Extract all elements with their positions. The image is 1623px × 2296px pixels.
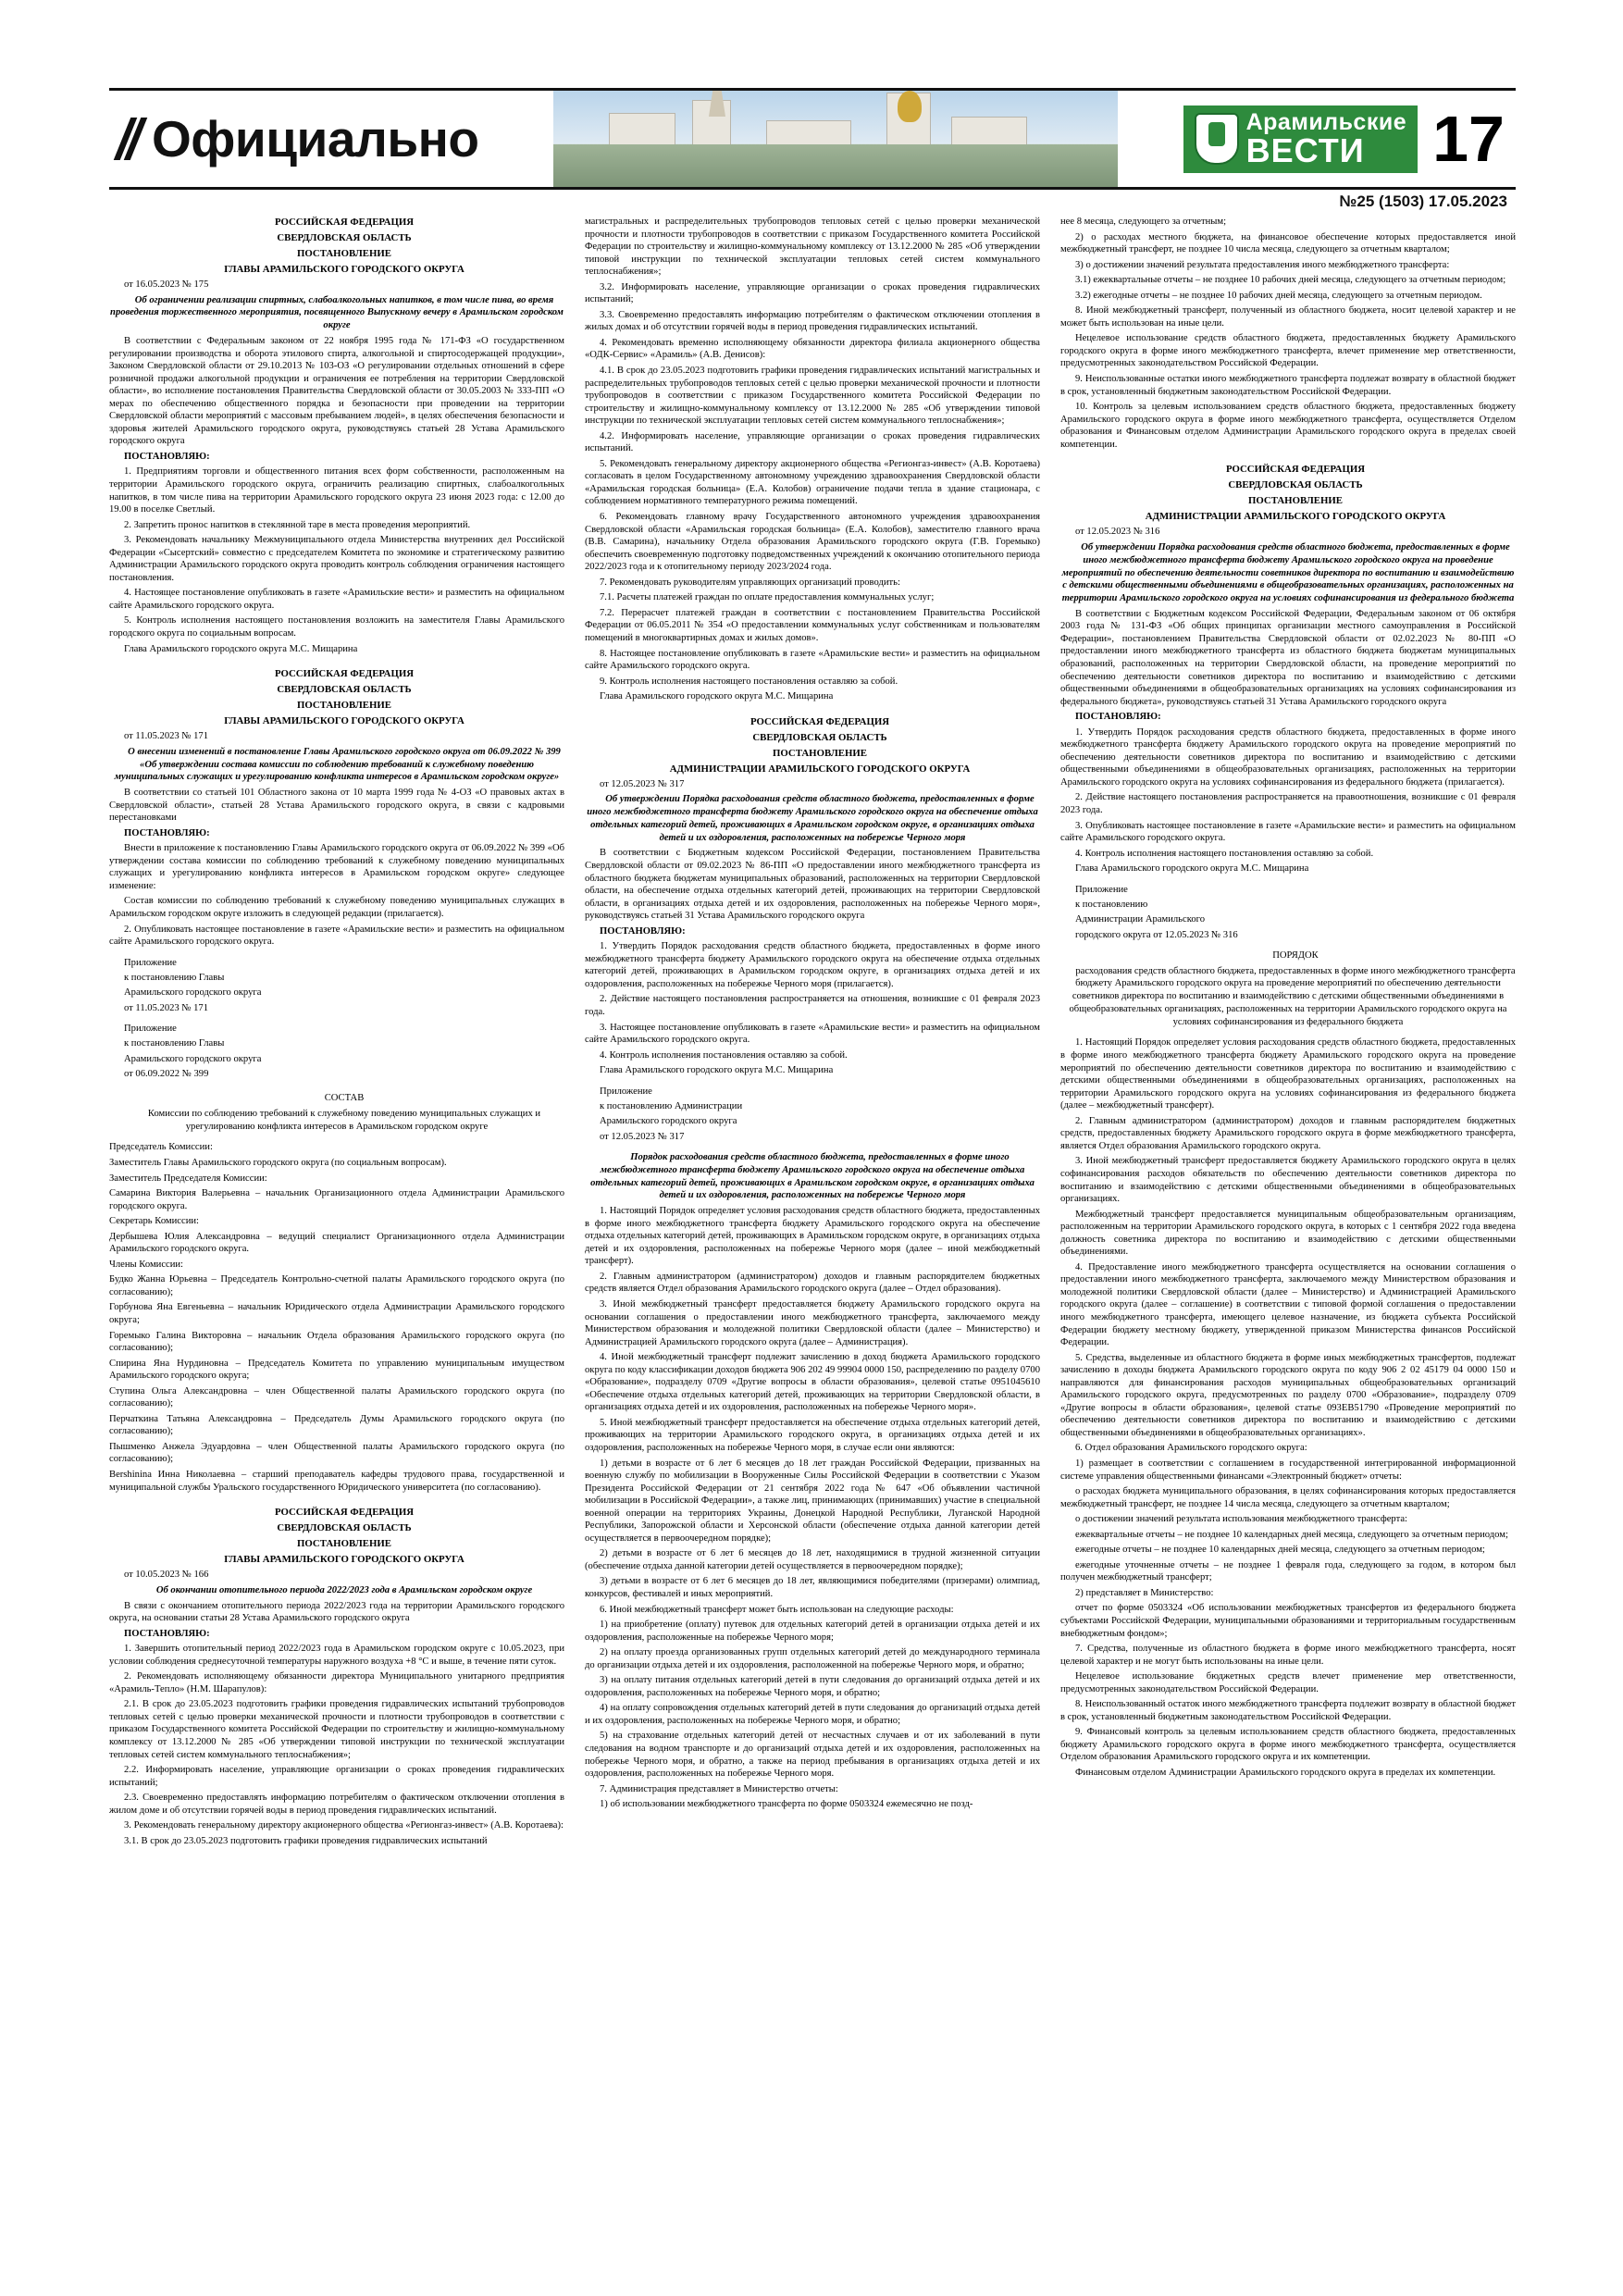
- doc-paragraph: В соответствии со статьей 101 Областного закона от 10 марта 1999 года № 4-ОЗ «О правовых актах в Свердловской области», статьей 28 Устава Арамильского городского округа, в связи с кадровыми перестановками: [109, 788, 564, 824]
- appendix-line: городского округа от 12.05.2023 № 316: [1075, 929, 1238, 940]
- masthead-right: [1118, 91, 1516, 187]
- section-title: Официально: [152, 110, 479, 168]
- doc-date: от 12.05.2023 № 316: [1075, 527, 1160, 538]
- masthead: [109, 88, 1516, 190]
- doc-paragraph: Нецелевое использование бюджетных средств влечет применение мер ответственности, предусмотренных законодательством Российской Федерации.: [1060, 1671, 1516, 1694]
- doc-header-line: ПОСТАНОВЛЕНИЕ: [296, 248, 392, 260]
- appendix-line: Приложение: [1075, 884, 1128, 895]
- signature: Глава Арамильского городского округа М.С. Мищарина: [600, 1065, 834, 1076]
- doc-paragraph: 2.3. Своевременно предоставлять информацию потребителям о фактическом отключении отопления в жилом доме и об отсутствии горячей воды в период проведения гидравлических испытаний.: [109, 1793, 564, 1816]
- appendix-line: Приложение: [124, 957, 177, 968]
- appendix-line: к постановлению Главы: [124, 1038, 225, 1049]
- doc-paragraph: нее 8 месяца, следующего за отчетным;: [1060, 217, 1227, 227]
- doc-paragraph: 2.2. Информировать население, управляющие организации о сроках проведения гидравлических испытаний;: [109, 1765, 564, 1788]
- doc-paragraph: 3. Рекомендовать начальнику Межмуниципального отдела Министерства внутренних дел Российской Федерации «Сысертский» совместно с председателем Комитета по экономике и стратегическому развитию Администрации Арамильского городского округа проводить контроль соблюдения ограничения настоящего постановления.: [109, 535, 564, 583]
- doc-header-line: ПОСТАНОВЛЕНИЕ: [296, 1538, 392, 1550]
- doc-date: от 12.05.2023 № 317: [600, 778, 685, 789]
- appendix-line: к постановлению Администрации: [600, 1101, 743, 1112]
- porjadok-title: Порядок расходования средств областного бюджета, предоставленных в форме иного межбюджетного трансферта бюджету Арамильского городского округа на обеспечение отдыха отдельных категорий детей, проживающих в Арамильском городском округе, в организациях отдыха детей и их оздоровления, расположенных на побережье Черного моря: [590, 1152, 1035, 1201]
- doc-paragraph: 3.2. Информировать население, управляющие организации о сроках проведения гидравлических испытаний;: [585, 281, 1040, 305]
- member-item: Вershinina Инна Николаевна – старший преподаватель кафедры трудового права, государственной и муниципальной службы Уральского государственного Юридического университета (по согласованию).: [109, 1470, 564, 1493]
- signature: Глава Арамильского городского округа М.С. Мищарина: [1075, 863, 1309, 875]
- doc-paragraph: ежегодные уточненные отчеты – не позднее 1 февраля года, следующего за годом, в котором был получен межбюджетный трансферт;: [1060, 1559, 1516, 1583]
- doc-paragraph: 3) на оплату питания отдельных категорий детей в пути следования до организаций отдыха детей и их оздоровления, расположенных на побережье Черного моря, и обратно;: [585, 1675, 1040, 1698]
- doc-header-line: ГЛАВЫ АРАМИЛЬСКОГО ГОРОДСКОГО ОКРУГА: [224, 715, 465, 727]
- doc-header-line: РОССИЙСКАЯ ФЕДЕРАЦИЯ: [274, 1507, 415, 1519]
- doc-paragraph: 2. Действие настоящего постановления распространяется на правоотношения, возникшие с 01 февраля 2023 года.: [1060, 792, 1516, 815]
- doc-paragraph: 5. Контроль исполнения настоящего постановления возложить на заместителя Главы Арамильского городского округа по социальным вопросам.: [109, 615, 564, 639]
- doc-paragraph: 7. Рекомендовать руководителям управляющих организаций проводить:: [600, 577, 900, 588]
- doc-paragraph: 9. Финансовый контроль за целевым использованием средств областного бюджета, предоставленных бюджету Арамильского городского округа в форме иного межбюджетного трансферта, осуществляется Отделом образования Арамильского городского округа и их компетенции.: [1060, 1727, 1516, 1763]
- doc-paragraph: 9. Контроль исполнения настоящего постановления оставляю за собой.: [600, 676, 898, 687]
- doc-paragraph: 6. Иной межбюджетный трансферт может быть использован на следующие расходы:: [600, 1604, 954, 1615]
- signature: Глава Арамильского городского округа М.С. Мищарина: [600, 691, 834, 702]
- doc-paragraph: 4. Рекомендовать временно исполняющему обязанности директора филиала акционерного общества «ОДК-Сервис» «Арамиль» (А.В. Денисов):: [585, 337, 1040, 361]
- member-item: Горемыко Галина Викторовна – начальник Отдела образования Арамильского городского округа (по согласованию);: [109, 1330, 564, 1354]
- doc-header-line: СВЕРДЛОВСКАЯ ОБЛАСТЬ: [277, 1522, 412, 1534]
- doc-paragraph: 2. Главным администратором (администратором) доходов и главным распорядителем бюджетных средств, предоставленных бюджету Арамильского городского округа в форме межбюджетного трансферта, является Отдел образования Арамильского городского округа.: [1060, 1115, 1516, 1151]
- member-item: Спирина Яна Нурдиновна – Председатель Комитета по управлению муниципальным имуществом Арамильского городского округа;: [109, 1358, 564, 1382]
- doc-paragraph: Финансовым отделом Администрации Арамильского городского округа в пределах их компетенции.: [1075, 1768, 1496, 1779]
- member-item: Ступина Ольга Александровна – член Общественной палаты Арамильского городского округа (по согласованию);: [109, 1385, 564, 1409]
- masthead-left: [109, 91, 553, 187]
- doc-header-line: ГЛАВЫ АРАМИЛЬСКОГО ГОРОДСКОГО ОКРУГА: [224, 1554, 465, 1566]
- doc-paragraph: 8. Неиспользованный остаток иного межбюджетного трансферта подлежит возврату в областной бюджет в срок, установленный бюджетным законодательством Российской Федерации.: [1060, 1699, 1516, 1722]
- doc-paragraph: о расходах бюджета муниципального образования, в целях софинансирования которых предоставляется межбюджетный трансферт, не позднее 14 числа месяца, следующего за отчетным кварталом;: [1060, 1486, 1516, 1509]
- member-item: Горбунова Яна Евгеньевна – начальник Юридического отдела Администрации Арамильского городского округа;: [109, 1302, 564, 1326]
- doc-date: от 10.05.2023 № 166: [124, 1570, 209, 1581]
- doc-paragraph: 3. Настоящее постановление опубликовать в газете «Арамильские вести» и разместить на официальном сайте Арамильского городского округа.: [585, 1022, 1040, 1046]
- doc-date: от 16.05.2023 № 175: [124, 279, 209, 291]
- members-label: Члены Комиссии:: [109, 1259, 184, 1270]
- doc-paragraph: 4) на оплату сопровождения отдельных категорий детей в пути следования до организаций отдыха детей и их оздоровления, расположенных на побережье Черного моря, и обратно;: [585, 1703, 1040, 1726]
- doc-paragraph: Нецелевое использование средств областного бюджета, предоставленных бюджету Арамильского городского округа в форме иного межбюджетного трансферта, влечет применение мер ответственности, предусмотренных законодательством Российской Федерации.: [1060, 333, 1516, 369]
- doc-paragraph: 7.2. Перерасчет платежей граждан в соответствии с постановлением Правительства Российской Федерации от 06.05.2011 № 354 «О предоставлении коммунальных услуг собственникам и пользователям помещений в многоквартирных домах и жилых домов».: [585, 607, 1040, 643]
- doc-title: Об ограничении реализации спиртных, слабоалкогольных напитков, в том числе пива, во время проведения торжественного мероприятия, посвященного Выпускному вечеру в Арамильском городском округе: [110, 294, 564, 331]
- signature: Глава Арамильского городского округа М.С. Мищарина: [124, 643, 358, 654]
- doc-paragraph: 2. Опубликовать настоящее постановление в газете «Арамильские вести» и разместить на официальном сайте Арамильского городского округа.: [109, 924, 564, 948]
- doc-header-line: СВЕРДЛОВСКАЯ ОБЛАСТЬ: [1228, 479, 1363, 491]
- doc-paragraph: 3.1) ежеквартальные отчеты – не позднее 10 рабочих дней месяца, следующего за отчетным периодом;: [1075, 275, 1506, 286]
- doc-header-line: СВЕРДЛОВСКАЯ ОБЛАСТЬ: [752, 731, 887, 743]
- appendix-line: к постановлению Главы: [124, 972, 225, 983]
- doc-header-line: РОССИЙСКАЯ ФЕДЕРАЦИЯ: [274, 217, 415, 228]
- doc-paragraph: 8. Иной межбюджетный трансферт, полученный из областного бюджета, носит целевой характер и не может быть использован на иные цели.: [1060, 305, 1516, 329]
- resolution-word: ПОСТАНОВЛЯЮ:: [124, 827, 210, 838]
- brand-line-2: ВЕСТИ: [1245, 130, 1365, 169]
- porjadok-title: расходования средств областного бюджета, предоставленных в форме иного межбюджетного трансферта бюджету Арамильского городского округа на проведение мероприятий по обеспечению деятельности советников директора по воспитанию и взаимодействию с детскими общественными объединениями в общеобразовательных организациях, расположенных на территории Арамильского городского округа на условиях софинансирования из федерального бюджета: [1069, 965, 1516, 1027]
- resolution-word: ПОСТАНОВЛЯЮ:: [1075, 712, 1161, 723]
- masthead-photo: [553, 91, 1118, 187]
- doc-paragraph: 3. Рекомендовать генеральному директору акционерного общества «Регионгаз-инвест» (А.В. Коротаева):: [124, 1820, 564, 1831]
- doc-paragraph: 6. Отдел образования Арамильского городского округа:: [1075, 1443, 1307, 1454]
- doc-paragraph: В соответствии с Федеральным законом от 22 ноября 1995 года № 171-ФЗ «О государственном регулировании производства и оборота этилового спирта, алкогольной и спиртосодержащей продукции», Законом Свердловской области от 29.10.2013 № 103-ОЗ «О регулировании отдельных отношений в сфере розничной продажи алкогольной продукции и ограничения ее потребления на территории Свердловской области», во исполнение постановления Правительства Свердловской области от 30.05.2003 № 333-ПП «О мерах по обеспечению общественного порядка и безопасности при проведении на территории Свердловской области мероприятий с массовым пребыванием людей», в целях обеспечения безопасности и здоровья жителей Арамильского городского округа, руководствуясь статьей 28 Устава Арамильского городского округа: [109, 335, 564, 447]
- slashes-icon: [122, 118, 139, 160]
- doc-paragraph: 4.1. В срок до 23.05.2023 подготовить графики проведения гидравлических испытаний магистральных и распределительных трубопроводов тепловых сетей с целью проверки механической прочности и плотности трубопроводов в соответствии с приказом Государственного комитета Российской Федерации по строительству и жилищно-коммунальному комплексу от 13.12.2000 № 285 «Об утверждении типовой инструкции по технической эксплуатации тепловых сетей систем коммунального теплоснабжения»;: [585, 366, 1040, 427]
- doc-header-line: ПОСТАНОВЛЕНИЕ: [772, 747, 868, 759]
- doc-paragraph: Межбюджетный трансферт предоставляется муниципальным общеобразовательным организациям, расположенным на территории Арамильского городского округа, в которых с 1 сентября 2022 года введена должность советника директора по воспитанию и взаимодействию с детскими общественными объединениями.: [1060, 1209, 1516, 1258]
- doc-paragraph: 1. Предприятиям торговли и общественного питания всех форм собственности, расположенным на территории Арамильского городского округа, ограничить реализацию спиртных, слабоалкогольных напитков, в том числе пива на территории Арамильского городского округа 23 июня 2023 года: с 12.00 до 19.00 в поселке Светлый.: [109, 466, 564, 515]
- appendix-line: от 12.05.2023 № 317: [600, 1131, 685, 1142]
- doc-header-line: РОССИЙСКАЯ ФЕДЕРАЦИЯ: [750, 715, 890, 727]
- doc-paragraph: В соответствии с Бюджетным кодексом Российской Федерации, постановлением Правительства Свердловской области от 09.02.2023 № 86-ПП «О предоставлении иного межбюджетного трансферта из областного бюджета бюджетам муниципальных образований, расположенных на территории Свердловской области, на обеспечение отдыха отдельных категорий детей, проживающих на территории Свердловской области, в организациях отдыха детей и их оздоровления, расположенных на побережье Черного моря», руководствуясь статьей 31 Устава Арамильского городского округа: [585, 848, 1040, 922]
- appendix-line: от 11.05.2023 № 171: [124, 1002, 209, 1013]
- appendix-line: Администрации Арамильского: [1075, 914, 1205, 925]
- doc-paragraph: 7. Средства, полученные из областного бюджета в форме иного межбюджетного трансферта, носят целевой характер и не могут быть использованы на иные цели.: [1060, 1644, 1516, 1667]
- doc-paragraph: 3. Опубликовать настоящее постановление в газете «Арамильские вести» и разместить на официальном сайте Арамильского городского округа.: [1060, 820, 1516, 844]
- doc-paragraph: о достижении значений результата использования межбюджетного трансферта:: [1075, 1514, 1407, 1525]
- doc-paragraph: 1. Утвердить Порядок расходования средств областного бюджета, предоставленных в форме иного межбюджетного трансферта бюджету Арамильского городского округа на проведение мероприятий по обеспечению деятельности советников директора по воспитанию и взаимодействию с детскими общественными объединениями в общеобразовательных организациях, расположенных на территории Арамильского городского округа на условиях софинансирования из федерального бюджета (прилагается).: [1060, 726, 1516, 788]
- doc-paragraph: ежегодные отчеты – не позднее 10 календарных дней месяца, следующего за отчетным периодом;: [1075, 1545, 1485, 1556]
- column-3: [1060, 216, 1516, 1850]
- doc-paragraph: 4. Контроль исполнения настоящего постановления оставляю за собой.: [1075, 848, 1374, 859]
- doc-paragraph: 1) об использовании межбюджетного трансферта по форме 0503324 ежемесячно не позд-: [600, 1799, 973, 1810]
- sostav-subtitle: Комиссии по соблюдению требований к служебному поведению муниципальных служащих и урегулированию конфликта интересов в Арамильском городском округе: [147, 1108, 541, 1132]
- doc-paragraph: 4. Иной межбюджетный трансферт подлежит зачислению в доход бюджета Арамильского городского округа по коду классификации доходов бюджета 906 202 49 99904 0000 150, распределению по разделу 0700 «Образование», подразделу 0709 «Другие вопросы в области образования», целевой статье 0951045610 «Обеспечение отдыха отдельных категорий детей, проживающих на территории Свердловской области, в организациях отдыха детей и их оздоровления, расположенных на побережье Черного моря».: [585, 1352, 1040, 1413]
- doc-paragraph: 6. Рекомендовать главному врачу Государственного автономного учреждения здравоохранения Свердловской области «Арамильская городская больница» (Е.А. Колобов), заместителю главного врача (В.В. Самарина), начальнику Отдела образования Арамильского городского округа (Г.В. Горемыко) обеспечить своевременную подготовку подведомственных учреждений к окончанию отопительного периода 2022/2023 года и к отопительному периоду 2023/2024 года.: [585, 512, 1040, 573]
- doc-paragraph: 3) о достижении значений результата предоставления иного межбюджетного трансферта:: [1075, 259, 1450, 270]
- doc-header-line: ГЛАВЫ АРАМИЛЬСКОГО ГОРОДСКОГО ОКРУГА: [224, 264, 465, 276]
- doc-paragraph: 1) размещает в соответствии с соглашением в государственной интегрированной информационной системе управления общественными финансами «Электронный бюджет» отчеты:: [1060, 1458, 1516, 1482]
- doc-paragraph: 4. Контроль исполнения постановления оставляю за собой.: [600, 1049, 848, 1061]
- doc-paragraph: ежеквартальные отчеты – не позднее 10 календарных дней месяца, следующего за отчетным периодом;: [1075, 1529, 1508, 1540]
- doc-paragraph: 1. Настоящий Порядок определяет условия расходования средств областного бюджета, предоставленных в форме иного межбюджетного трансферта бюджету Арамильского городского округа на проведение мероприятий по обеспечению деятельности советников директора по воспитанию и взаимодействию с детскими общественными объединениями в общеобразовательных организациях, расположенных на территории Арамильского городского округа на условиях софинансирования из федерального бюджета (далее – межбюджетный трансферт).: [1060, 1037, 1516, 1111]
- doc-title: Об окончании отопительного периода 2022/2023 года в Арамильском городском округе: [155, 1584, 533, 1595]
- coat-of-arms-icon: [1195, 113, 1239, 165]
- doc-paragraph: 2) детьми в возрасте от 6 лет 6 месяцев до 18 лет, находящимися в трудной жизненной ситуации (обеспечение отдыха данной категории детей осуществляется в первоочередном порядке);: [585, 1548, 1040, 1571]
- appendix-line: Приложение: [124, 1024, 177, 1034]
- doc-paragraph: 5. Иной межбюджетный трансферт предоставляется на обеспечение отдыха отдельных категорий детей, проживающих на территории Арамильского городского округа, в организациях отдыха детей и их оздоровления, расположенных на побережье Черного моря, в случае если они являются:: [585, 1417, 1040, 1453]
- doc-paragraph: 4. Предоставление иного межбюджетного трансферта осуществляется на основании соглашения о предоставлении иного межбюджетного трансферта, заключаемого между Министерством образования и молодежной политики Свердловской области (далее – Министерство) и Администрацией Арамильского городского округа (далее – соглашение) в соответствии с типовой формой соглашения о предоставлении иного межбюджетного трансферта, имеющего целевое назначение, из бюджета субъекта Российской Федерации бюджету местному бюджету, утвержденной приказом Министерства финансов Российской Федерации.: [1060, 1261, 1516, 1348]
- issue-line: №25 (1503) 17.05.2023: [1339, 192, 1507, 210]
- doc-paragraph: магистральных и распределительных трубопроводов тепловых сетей с целью проверки механической прочности и плотности трубопроводов в соответствии с приказом Государственного комитета Российской Федерации по строительству и жилищно-коммунальному комплексу от 13.12.2000 № 285 «Об утверждении типовой инструкции по технической эксплуатации тепловых сетей систем коммунального теплоснабжения»;: [585, 217, 1040, 278]
- doc-paragraph: 9. Неиспользованные остатки иного межбюджетного трансферта подлежат возврату в областной бюджет в срок, установленный бюджетным законодательством Российской Федерации.: [1060, 374, 1516, 397]
- resolution-word: ПОСТАНОВЛЯЮ:: [124, 1628, 210, 1639]
- chair-name: Заместитель Главы Арамильского городского округа (по социальным вопросам).: [109, 1158, 447, 1168]
- doc-paragraph: 3) детьми в возрасте от 6 лет 6 месяцев до 18 лет, являющимися победителями (призерами) олимпиад, конкурсов, фестивалей и иных мероприятий.: [585, 1576, 1040, 1600]
- doc-paragraph: 1) на приобретение (оплату) путевок для отдельных категорий детей в организации отдыха детей и их оздоровления, расположенные на побережье Черного моря;: [585, 1620, 1040, 1643]
- doc-paragraph: Внести в приложение к постановлению Главы Арамильского городского округа от 06.09.2022 № 399 «Об утверждении состава комиссии по соблюдению требований к служебному поведению муниципальных служащих и урегулированию конфликта интересов в Арамильском городском округе» следующее изменение:: [109, 843, 564, 891]
- vice-label: Заместитель Председателя Комиссии:: [109, 1173, 267, 1184]
- appendix-line: к постановлению: [1075, 900, 1148, 911]
- doc-paragraph: 2. Главным администратором (администратором) доходов и главным распорядителем бюджетных средств является Отдел образования Арамильского городского округа (далее – Отдел образования).: [585, 1271, 1040, 1295]
- doc-paragraph: В соответствии с Бюджетным кодексом Российской Федерации, Федеральным законом от 06 октября 2003 года № 131-ФЗ «Об общих принципах организации местного самоуправления в Российской Федерации», постановлением Правительства Свердловской области от 02.02.2023 № 80-ПП «О предоставлении иного межбюджетного трансферта из областного бюджета бюджетам муниципальных образований, расположенных на территории Свердловской области, на проведение мероприятий по обеспечению деятельности советников директора по воспитанию и взаимодействию с детскими общественными объединениями в общеобразовательных организациях на условиях софинансирования из федерального бюджета», руководствуясь статьей 31 Устава Арамильского городского округа: [1060, 608, 1516, 707]
- doc-paragraph: 2. Действие настоящего постановления распространяется на отношения, возникшие с 01 февраля 2023 года.: [585, 994, 1040, 1017]
- doc-paragraph: 2. Запретить пронос напитков в стеклянной таре в места проведения мероприятий.: [124, 519, 471, 530]
- doc-paragraph: 4.2. Информировать население, управляющие организации о сроках проведения гидравлических испытаний.: [585, 430, 1040, 454]
- doc-paragraph: Состав комиссии по соблюдению требований к служебному поведению муниципальных служащих в Арамильском городском округе изложить в следующей редакции (прилагается).: [109, 896, 564, 919]
- doc-paragraph: 2.1. В срок до 23.05.2023 подготовить графики проведения гидравлических испытаний трубопроводов тепловых сетей с целью проверки механической прочности и плотности трубопроводов в соответствии с приказом Государственного комитета Российской Федерации по строительству и жилищно-коммунальному комплексу от 13.12.2000 № 285 «Об утверждении типовой инструкции по технической эксплуатации тепловых сетей систем коммунального теплоснабжения»;: [109, 1699, 564, 1760]
- page-number: 17: [1432, 103, 1505, 175]
- doc-header-line: АДМИНИСТРАЦИИ АРАМИЛЬСКОГО ГОРОДСКОГО ОКРУГА: [1145, 511, 1446, 523]
- doc-paragraph: 1. Настоящий Порядок определяет условия расходования средств областного бюджета, предоставленных в форме иного межбюджетного трансферта бюджету Арамильского городского округа на обеспечение отдыха отдельных категорий детей, проживающих в Арамильском городском округе, в организациях отдыха детей и их оздоровления, расположенных на побережье Черного моря (далее – иной межбюджетный трансферт).: [585, 1206, 1040, 1267]
- doc-header-line: АДМИНИСТРАЦИИ АРАМИЛЬСКОГО ГОРОДСКОГО ОКРУГА: [669, 763, 971, 775]
- doc-paragraph: 2. Рекомендовать исполняющему обязанности директора Муниципального унитарного предприятия «Арамиль-Тепло» (Н.М. Шарапулов):: [109, 1671, 564, 1694]
- porjadok-head: ПОРЯДОК: [1272, 950, 1319, 962]
- doc-paragraph: 3. Иной межбюджетный трансферт предоставляется бюджету Арамильского городского округа на основании соглашения о предоставлении иного межбюджетного трансферта, заключаемого между Министерством образования и молодежной политики Свердловской области (далее – Министерство) и Администрацией Арамильского городского округа (далее – Администрация).: [585, 1298, 1040, 1347]
- doc-paragraph: 3.2) ежегодные отчеты – не позднее 10 рабочих дней месяца, следующего за отчетным периодом.: [1075, 290, 1482, 301]
- member-item: Перчаткина Татьяна Александровна – Председатель Думы Арамильского городского округа (по согласованию);: [109, 1413, 564, 1437]
- doc-paragraph: 5) на страхование отдельных категорий детей от несчастных случаев и от их заболеваний в пути следования на водном транспорте и до организаций отдыха детей и их оздоровления, расположенных на побережье Черного моря, и обратно, а также на период пребывания в организациях отдыха детей и их оздоровления, расположенных на побережье Черного моря.: [585, 1731, 1040, 1780]
- appendix-line: Приложение: [600, 1086, 652, 1097]
- doc-paragraph: 8. Настоящее постановление опубликовать в газете «Арамильские вести» и разместить на официальном сайте Арамильского городского округа.: [585, 648, 1040, 672]
- doc-paragraph: 2) на оплату проезда организованных групп отдельных категорий детей до международного терминала до организации отдыха детей и их оздоровления, расположенной на побережье Черного моря, и обратно;: [585, 1647, 1040, 1670]
- columns-container: [109, 216, 1516, 1850]
- doc-header-line: ПОСТАНОВЛЕНИЕ: [1247, 495, 1344, 507]
- member-item: Будко Жанна Юрьевна – Председатель Контрольно-счетной палаты Арамильского городского округа (по согласованию);: [109, 1274, 564, 1297]
- doc-paragraph: отчет по форме 0503324 «Об использовании межбюджетных трансфертов из федерального бюджета субъектами Российской Федерации, муниципальными образованиями и территориальным государственным внебюджетным фондом»;: [1060, 1603, 1516, 1639]
- doc-paragraph: В связи с окончанием отопительного периода 2022/2023 года на территории Арамильского городского округа, на основании статьи 28 Устава Арамильского городского округа: [109, 1600, 564, 1624]
- resolution-word: ПОСТАНОВЛЯЮ:: [600, 925, 686, 937]
- doc-paragraph: 4. Настоящее постановление опубликовать в газете «Арамильские вести» и разместить на официальном сайте Арамильского городского округа.: [109, 588, 564, 611]
- doc-paragraph: 2) о расходах местного бюджета, на финансовое обеспечение которых предоставляется иной межбюджетный трансферт, не позднее 10 числа месяца, следующего за отчетным кварталом;: [1060, 231, 1516, 255]
- doc-header-line: СВЕРДЛОВСКАЯ ОБЛАСТЬ: [277, 232, 412, 244]
- doc-paragraph: 5. Рекомендовать генеральному директору акционерного общества «Регионгаз-инвест» (А.В. Коротаева) согласовать в целом Государственному автономному учреждению здравоохранения Свердловской области «Арамильская городская больница» (Е.А. Колобов) ограничение подачи тепла в здание стационара, с соблюдением нормативного температурного режима помещений.: [585, 458, 1040, 507]
- secretary-name: Дербышева Юлия Александровна – ведущий специалист Организационного отдела Администрации Арамильского городского округа.: [109, 1231, 564, 1255]
- publication-logo: [1183, 105, 1419, 173]
- doc-paragraph: 1. Завершить отопительный период 2022/2023 года в Арамильском городском округе с 10.05.2023, при условии соблюдения среднесуточной температуры наружного воздуха +8 °C и выше, в течение пяти суток.: [109, 1644, 564, 1667]
- column-2: [585, 216, 1040, 1850]
- doc-paragraph: 7. Администрация представляет в Министерство отчеты:: [600, 1783, 838, 1794]
- doc-paragraph: 7.1. Расчеты платежей граждан по оплате предоставления коммунальных услуг;: [600, 592, 935, 603]
- doc-paragraph: 1) детьми в возрасте от 6 лет 6 месяцев до 18 лет граждан Российской Федерации, призванных на военную службу по мобилизации в Вооруженные Силы Российской Федерации в соответствии с Указом Президента Российской Федерации от 21 сентября 2022 года № 647 «Об объявлении частичной мобилизации в Российской Федерации», а также лиц, принимающих (принимавших) участие в специальной военной операции на территориях Украины, Донецкой Народной Республики, Луганской Народной Республики, Запорожской области и Херсонской области (обеспечение отдыха данной категории детей осуществляется в первоочередном порядке);: [585, 1458, 1040, 1544]
- resolution-word: ПОСТАНОВЛЯЮ:: [124, 451, 210, 462]
- doc-title: Об утверждении Порядка расходования средств областного бюджета, предоставленных в форме иного межбюджетного трансферта бюджету Арамильского городского округа на проведение мероприятий по обеспечению деятельности советников директора по воспитанию и взаимодействию с детскими общественными объединениями в общеобразовательных организациях, расположенных на территории Арамильского городского округа на условиях софинансирования из федерального бюджета: [1061, 541, 1515, 604]
- doc-paragraph: 10. Контроль за целевым использованием средств областного бюджета, предоставленных бюджету Арамильского городского округа в форме иного межбюджетного трансферта, осуществляется Отделом образования и Финансовым отделом Администрации Арамильского городского округа в пределах своей компетенции.: [1060, 402, 1516, 450]
- doc-paragraph: 3.1. В срок до 23.05.2023 подготовить графики проведения гидравлических испытаний: [124, 1835, 488, 1846]
- brand-line-1: Арамильские: [1245, 108, 1407, 135]
- doc-header-line: РОССИЙСКАЯ ФЕДЕРАЦИЯ: [1225, 464, 1366, 476]
- appendix-line: Арамильского городского округа: [124, 1053, 262, 1064]
- appendix-line: Арамильского городского округа: [124, 987, 262, 999]
- doc-paragraph: 3.3. Своевременно предоставлять информацию потребителям о фактическом отключении отопления в жилых домах и об отсутствии горячей воды в период проведения гидравлических испытаний.: [585, 309, 1040, 333]
- doc-title: О внесении изменений в постановление Главы Арамильского городского округа от 06.09.2022 № 399 «Об утверждении состава комиссии по соблюдению требований к служебному поведению муниципальных служащих и урегулированию конфликта интересов в Арамильском городском округе»: [114, 746, 561, 783]
- chair-label: Председатель Комиссии:: [109, 1142, 213, 1153]
- doc-paragraph: 1. Утвердить Порядок расходования средств областного бюджета, предоставленных в форме иного межбюджетного трансферта бюджету Арамильского городского округа на обеспечение отдыха отдельных категорий детей, проживающих в Арамильском городском округе, в организациях отдыха детей и их оздоровления, расположенных на побережье Черного моря (прилагается).: [585, 941, 1040, 989]
- doc-paragraph: 3. Иной межбюджетный трансферт предоставляется бюджету Арамильского городского округа в целях софинансирования расходов обязательств по обеспечению деятельности советников директора по воспитанию и взаимодействию с детскими общественными объединениями в общеобразовательных организациях.: [1060, 1156, 1516, 1205]
- doc-paragraph: 2) представляет в Министерство:: [1075, 1587, 1214, 1598]
- secretary-label: Секретарь Комиссии:: [109, 1216, 199, 1227]
- member-item: Пышменко Анжела Эдуардовна – член Общественной палаты Арамильского городского округа (по согласованию);: [109, 1441, 564, 1465]
- vice-name: Самарина Виктория Валерьевна – начальник Организационного отдела Администрации Арамильского городского округа.: [109, 1188, 564, 1211]
- sostav-title: СОСТАВ: [324, 1093, 365, 1104]
- column-1: [109, 216, 564, 1850]
- doc-header-line: СВЕРДЛОВСКАЯ ОБЛАСТЬ: [277, 684, 412, 696]
- doc-title: Об утверждении Порядка расходования средств областного бюджета, предоставленных в форме иного межбюджетного трансферта бюджету Арамильского городского округа на обеспечение отдыха отдельных категорий детей, проживающих в Арамильском городском округе, в организациях отдыха детей и их оздоровления, расположенных на побережье Черного моря: [587, 794, 1038, 843]
- doc-paragraph: 5. Средства, выделенные из областного бюджета в форме иных межбюджетных трансфертов, подлежат зачислению в доходы бюджета Арамильского городского округа по коду 906 2 02 45179 04 0000 150 и направляются для финансирования расходов муниципальных общеобразовательных организаций Арамильского городского округа, предусмотренных по разделу 0700 «Образование», подразделу 0709 «Другие вопросы в области образования», целевой статье 093ЕВ51790 «Проведение мероприятий по обеспечению деятельности советников директора по воспитанию и взаимодействию с детскими общественными объединениями в общеобразовательных организациях».: [1060, 1352, 1516, 1438]
- doc-date: от 11.05.2023 № 171: [124, 731, 209, 742]
- doc-header-line: ПОСТАНОВЛЕНИЕ: [296, 700, 392, 712]
- doc-header-line: РОССИЙСКАЯ ФЕДЕРАЦИЯ: [274, 668, 415, 680]
- appendix-line: от 06.09.2022 № 399: [124, 1069, 209, 1080]
- appendix-line: Арамильского городского округа: [600, 1116, 737, 1127]
